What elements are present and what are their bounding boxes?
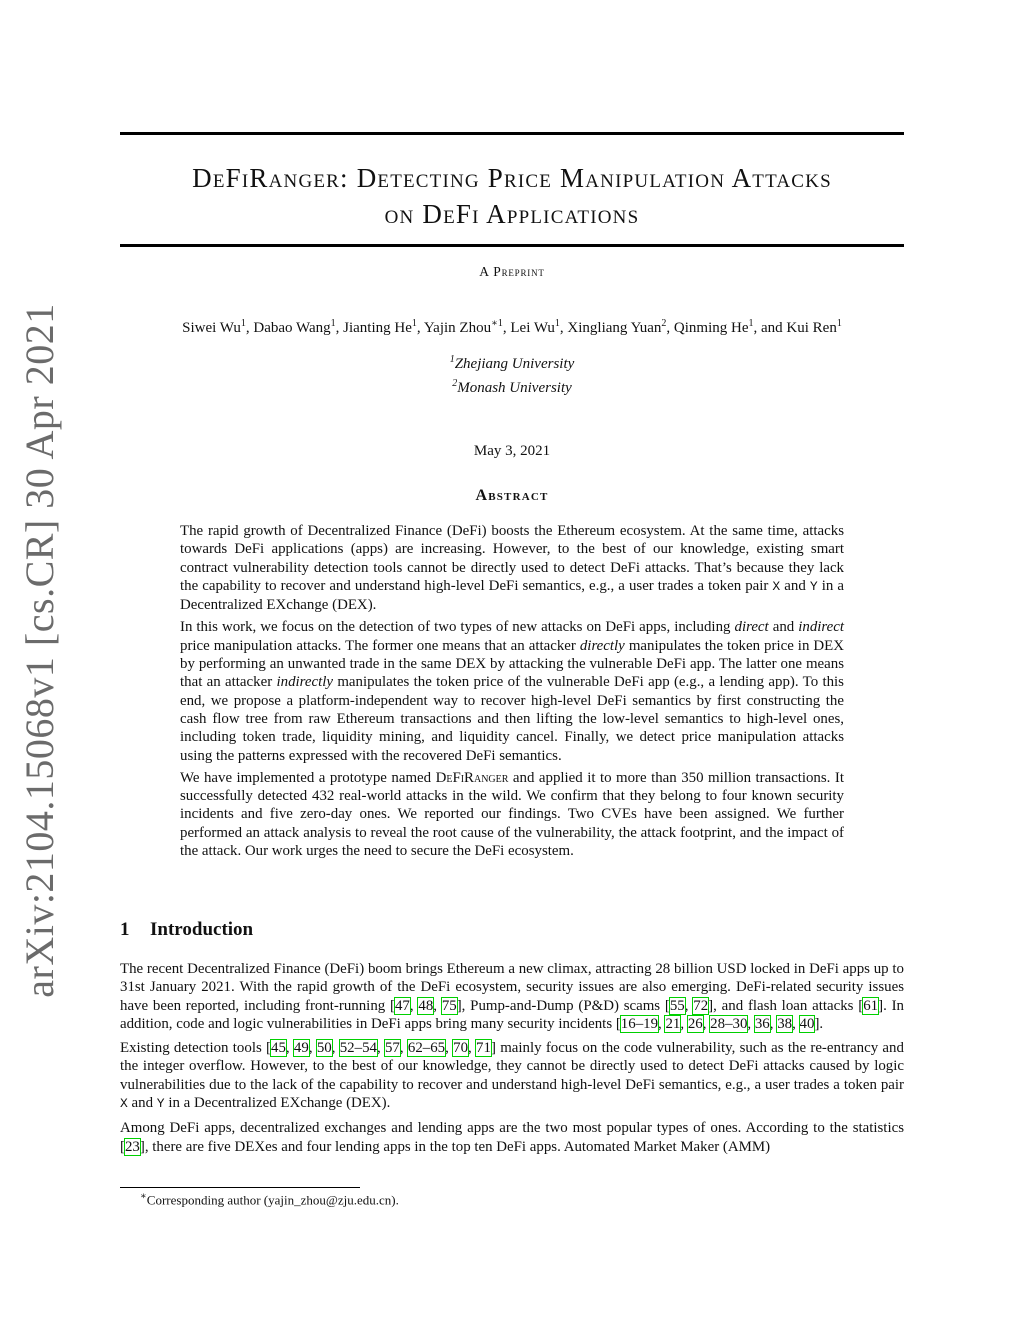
citation-link[interactable]: 21	[665, 1015, 681, 1032]
title-line-2: on DeFi Applications	[384, 199, 640, 229]
footnote-text: Corresponding author (yajin_zhou@zju.edu.cn).	[146, 1192, 399, 1208]
affiliation: $^1$Zhejiang University	[449, 354, 575, 372]
citation-link[interactable]: 45	[271, 1040, 286, 1057]
body-paragraph: Existing detection tools [45, 49, 50, 52–54, 57, 62–65, 70, 71] mainly focus on the code vulnerability, such as the re-entrancy and the integer overflow. However, to the best of our knowledge, they cannot be directly used to detect DeFi attacks caused by logic vulnerabilities due to the lack of the capability to recover and understand high-level DeFi semantics, e.g., a user trades a token pair X and Y in a Decentralized EXchange (DEX).	[120, 1040, 904, 1112]
preprint-label: A Preprint	[479, 264, 545, 279]
citation-link[interactable]: 23	[124, 1138, 140, 1155]
author-list: Siwei Wu$^1$, Dabao Wang$^1$, Jianting He$^1$, Yajin Zhou$^{∗1}$, Lei Wu$^1$, Xingliang Yuan$^2$, Qinming He$^1$, and Kui Ren$^1$	[182, 318, 842, 336]
author: Dabao Wang	[253, 320, 331, 336]
author: Jianting He	[343, 320, 412, 336]
citation-link[interactable]: 26	[687, 1015, 703, 1032]
abstract-body	[180, 522, 844, 864]
footnote-rule	[120, 1187, 360, 1188]
citation-link[interactable]: 36	[754, 1015, 770, 1032]
title-top-rule	[120, 132, 904, 135]
tool-name: DeFiRanger	[435, 769, 509, 786]
citation-link[interactable]: 50	[316, 1040, 332, 1057]
body-paragraph: Among DeFi apps, decentralized exchanges and lending apps are the two most popular types of ones. According to the statistics [23], there are five DEXes and four lending apps in the top ten DeFi apps. Automated Market Maker (AMM)	[120, 1120, 904, 1155]
footnote	[140, 1191, 399, 1208]
arxiv-identifier: arXiv:2104.15068v1 [cs.CR] 30 Apr 2021	[16, 302, 62, 998]
author: Lei Wu	[510, 320, 555, 336]
abstract-paragraph: The rapid growth of Decentralized Finance (DeFi) boosts the Ethereum ecosystem. At the same time, attacks towards DeFi applications (apps) are increasing. However, to the best of our knowledge, existing smart contract vulnerability detection tools cannot be directly used to detect DeFi attacks. That’s because they lack the capability to recover and understand high-level DeFi semantics, e.g., a user trades a token pair X and Y in a Decentralized EXchange (DEX).	[180, 523, 844, 614]
citation-link[interactable]: 62–65	[407, 1040, 446, 1057]
citation-link[interactable]: 47	[394, 997, 410, 1014]
footnote-mark: ∗	[140, 1191, 147, 1202]
paper-title	[120, 160, 904, 232]
introduction-body	[120, 960, 904, 1162]
author: Qinming He	[673, 320, 749, 336]
body-paragraph: The recent Decentralized Finance (DeFi) boom brings Ethereum a new climax, attracting 28 billion USD locked in DeFi apps up to 31st January 2021. With the rapid growth of the DeFi ecosystem, security issues are also emerging. DeFi-related security issues have been reported, including front-running [47, 48, 75], Pump-and-Dump (P&D) scams [55, 72], and flash loan attacks [61]. In addition, code and logic vulnerabilities in DeFi apps bring many security incidents [16–19, 21, 26, 28–30, 36, 38, 40].	[120, 961, 904, 1032]
author: Kui Ren	[786, 320, 837, 336]
citation-link[interactable]: 55	[669, 997, 685, 1014]
citation-link[interactable]: 70	[453, 1040, 469, 1057]
citation-link[interactable]: 75	[441, 997, 457, 1014]
abstract-paragraph: We have implemented a prototype named DeFiRanger and applied it to more than 350 million transactions. It successfully detected 432 real-world attacks in the wild. We confirm that they belong to four known security incidents and five zero-day ones. We reported our findings. Two CVEs have been assigned. We further performed an attack analysis to reveal the root cause of the vulnerability, the attack footprint, and the impact of the attack. Our work urges the need to secure the DeFi ecosystem.	[180, 769, 844, 860]
citation-link[interactable]: 49	[293, 1040, 309, 1057]
citation-link[interactable]: 28–30	[710, 1015, 748, 1032]
affiliation: $^2$Monash University	[452, 378, 572, 396]
author: Yajin Zhou	[423, 320, 492, 336]
citation-link[interactable]: 72	[693, 997, 709, 1014]
section-title: Introduction	[150, 919, 254, 940]
citation-link[interactable]: 38	[777, 1015, 793, 1032]
abstract-paragraph: In this work, we focus on the detection of two types of new attacks on DeFi apps, including direct and indirect price manipulation attacks. The former one means that an attacker directly manipulates the token price in DEX by performing an unwanted trade in the same DEX by attacking the vulnerable DeFi app. The latter one means that an attacker indirectly manipulates the token price of the vulnerable DeFi app (e.g., a lending app). To this end, we propose a platform-independent way to recover high-level DeFi semantics by first constructing the cash flow tree from raw Ethereum transactions and then lifting the low-level semantics to high-level ones, including token trade, liquidity mining, and liquidity cancel. Finally, we detect price manipulation attacks using the patterns expressed with the recovered DeFi semantics.	[180, 619, 845, 764]
publication-date: May 3, 2021	[473, 443, 551, 459]
citation-link[interactable]: 40	[799, 1015, 815, 1032]
citation-link[interactable]: 48	[418, 997, 434, 1014]
citation-link[interactable]: 16–19	[620, 1015, 659, 1032]
citation-link[interactable]: 71	[476, 1040, 491, 1057]
affiliations	[120, 350, 904, 398]
arxiv-side-stamp	[14, 302, 64, 998]
citation-link[interactable]: 57	[384, 1040, 400, 1057]
citation-link[interactable]: 61	[863, 997, 879, 1014]
citation-link[interactable]: 52–54	[339, 1040, 377, 1057]
author: Xingliang Yuan	[567, 320, 662, 336]
title-line-1: DeFiRanger: Detecting Price Manipulation Attacks	[192, 163, 832, 193]
section-heading	[120, 919, 253, 941]
author: Siwei Wu	[182, 320, 241, 336]
title-bottom-rule	[120, 244, 904, 247]
abstract-heading: Abstract	[475, 487, 549, 504]
section-number: 1	[120, 919, 130, 940]
